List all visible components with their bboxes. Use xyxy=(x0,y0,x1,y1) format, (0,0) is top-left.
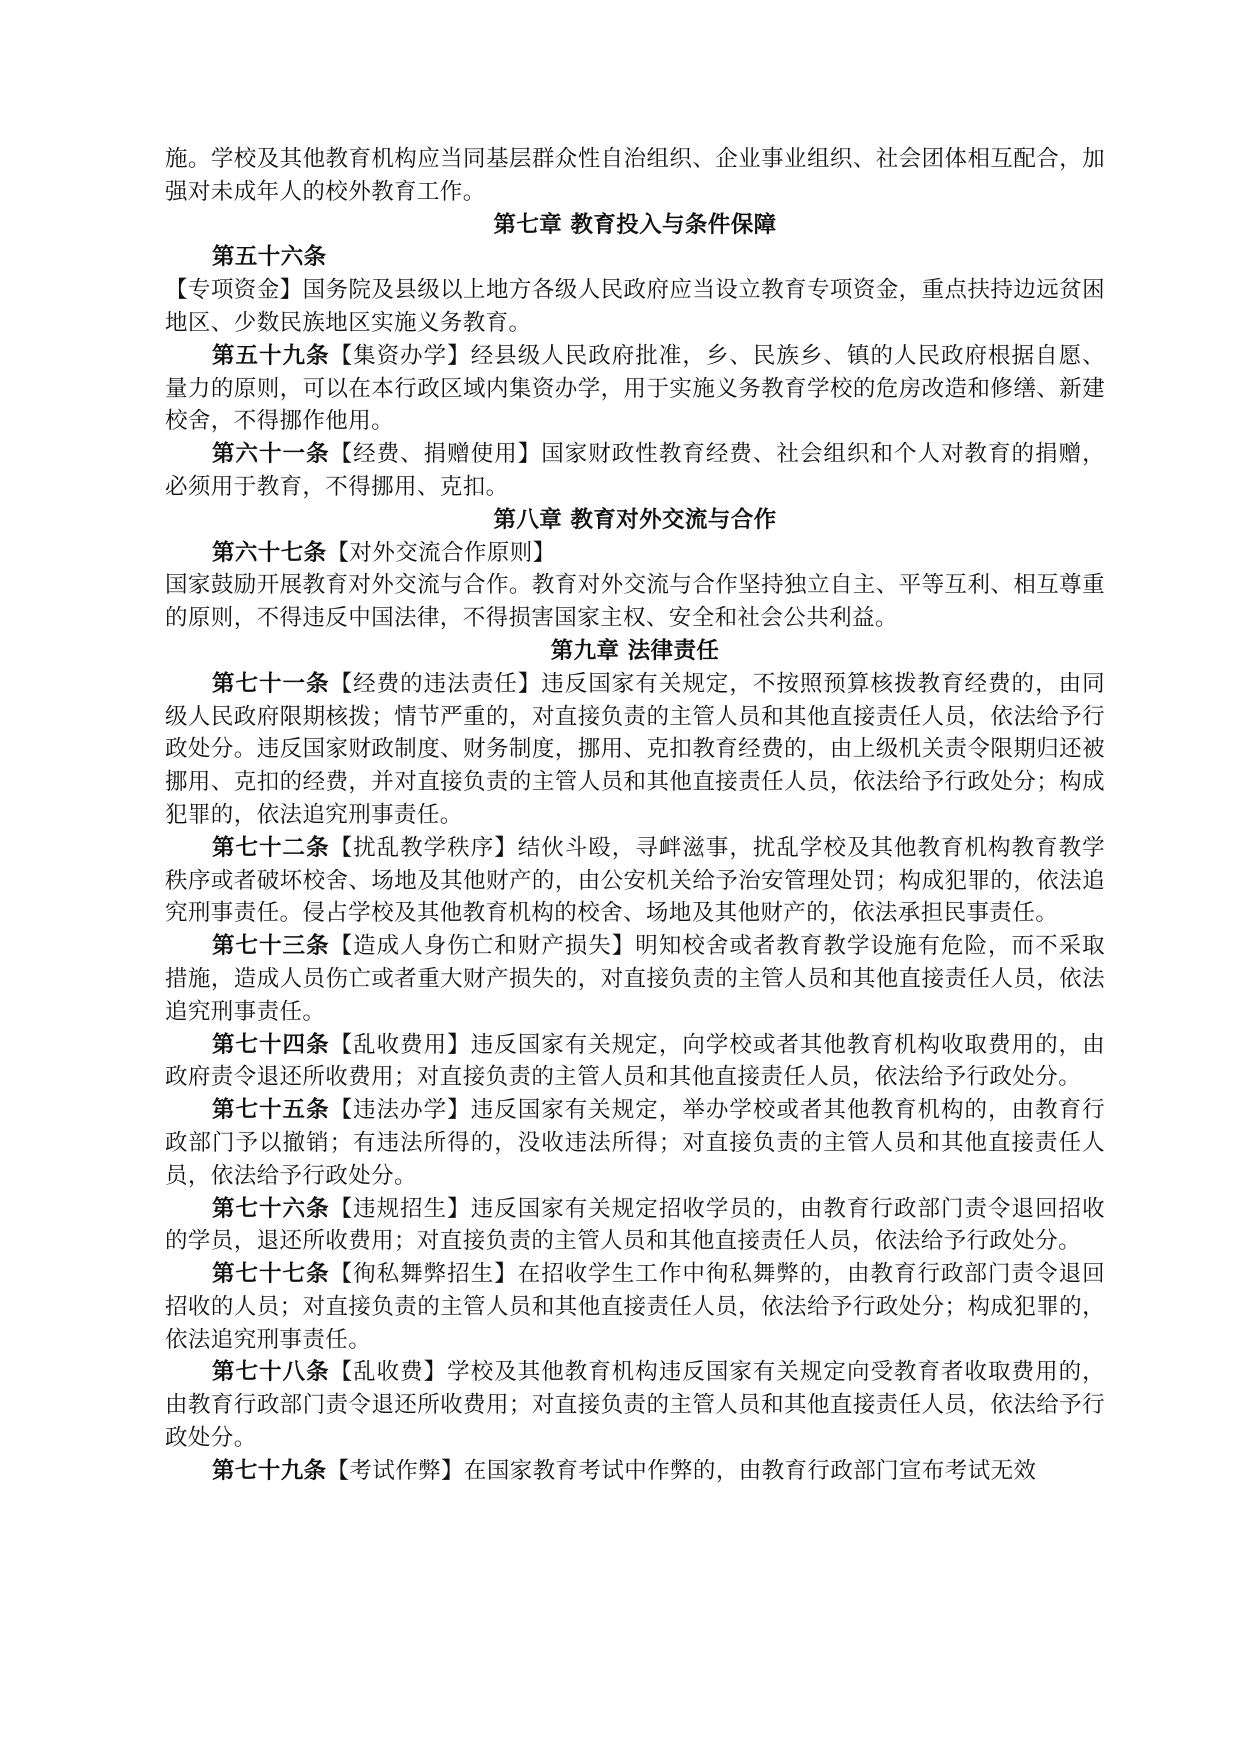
article-71 xyxy=(165,668,1105,832)
article-number: 第七十三条 xyxy=(212,933,330,960)
article-heading-text: 【对外交流合作原则】 xyxy=(326,539,556,566)
article-number: 第七十五条 xyxy=(212,1097,330,1124)
article-body-56: 【专项资金】国务院及县级以上地方各级人民政府应当设立教育专项资金，重点扶持边远贫困地区、少数民族地区实施义务教育。 xyxy=(165,277,1105,336)
article-number: 第七十七条 xyxy=(212,1261,330,1288)
article-77 xyxy=(165,1258,1105,1356)
article-number: 第七十九条 xyxy=(212,1457,327,1484)
article-text: 【违规招生】违反国家有关规定招收学员的，由教育行政部门责令退回招收的学员，退还所收费用；对直接负责的主管人员和其他直接责任人员，依法给予行政处分。 xyxy=(165,1195,1105,1255)
article-heading-67 xyxy=(165,537,1105,570)
article-text: 【考试作弊】在国家教育考试中作弊的，由教育行政部门宣布考试无效 xyxy=(326,1457,1037,1484)
article-59 xyxy=(165,340,1105,438)
article-78 xyxy=(165,1356,1105,1454)
article-73 xyxy=(165,930,1105,1028)
article-number: 第七十二条 xyxy=(212,834,330,861)
chapter-heading-7: 第七章 教育投入与条件保障 xyxy=(493,211,777,238)
article-number: 第六十七条 xyxy=(212,539,327,566)
article-body-67: 国家鼓励开展教育对外交流与合作。教育对外交流与合作坚持独立自主、平等互利、相互尊重的原则，不得违反中国法律，不得损害国家主权、安全和社会公共利益。 xyxy=(165,572,1105,632)
article-75 xyxy=(165,1094,1105,1192)
article-79 xyxy=(165,1455,1105,1488)
article-text: 【乱收费用】违反国家有关规定，向学校或者其他教育机构收取费用的，由政府责令退还所收费用；对直接负责的主管人员和其他直接责任人员，依法给予行政处分。 xyxy=(165,1031,1105,1091)
article-text: 【乱收费】学校及其他教育机构违反国家有关规定向受教育者收取费用的，由教育行政部门责令退还所收费用；对直接负责的主管人员和其他直接责任人员，依法给予行政处分。 xyxy=(165,1359,1105,1452)
article-number: 第七十一条 xyxy=(212,670,330,697)
article-72 xyxy=(165,832,1105,930)
paragraph-continuation: 施。学校及其他教育机构应当同基层群众性自治组织、企业事业组织、社会团体相互配合，加强对未成年人的校外教育工作。 xyxy=(165,146,1105,205)
document-page xyxy=(165,143,1105,1488)
article-heading-56 xyxy=(165,241,1105,274)
article-text: 【违法办学】违反国家有关规定，举办学校或者其他教育机构的，由教育行政部门予以撤销；有违法所得的，没收违法所得；对直接负责的主管人员和其他直接责任人员，依法给予行政处分。 xyxy=(165,1097,1105,1189)
article-number: 第七十八条 xyxy=(212,1359,330,1386)
article-text: 【集资办学】经县级人民政府批准，乡、民族乡、镇的人民政府根据自愿、量力的原则，可以在本行政区域内集资办学，用于实施义务教育学校的危房改造和修缮、新建校舍，不得挪作他用。 xyxy=(165,342,1105,435)
article-text: 【经费的违法责任】违反国家有关规定，不按照预算核拨教育经费的，由同级人民政府限期核拨；情节严重的，对直接负责的主管人员和其他直接责任人员，依法给予行政处分。违反国家财政制度、财务制度，挪用、克扣教育经费的，由上级机关责令限期归还被挪用、克扣的经费，并对直接负责的主管人员和其他直接责任人员，依法给予行政处分；构成犯罪的，依法追究刑事责任。 xyxy=(165,670,1105,828)
chapter-heading-9: 第九章 法律责任 xyxy=(550,637,720,664)
article-74 xyxy=(165,1029,1105,1095)
article-number: 第七十四条 xyxy=(212,1031,330,1058)
article-number: 第五十九条 xyxy=(212,342,330,369)
article-number: 第六十一条 xyxy=(212,441,330,468)
article-number: 第七十六条 xyxy=(212,1195,330,1222)
article-text: 【造成人身伤亡和财产损失】明知校舍或者教育教学设施有危险，而不采取措施，造成人员伤亡或者重大财产损失的，对直接负责的主管人员和其他直接责任人员，依法追究刑事责任。 xyxy=(165,933,1105,1025)
article-text: 【经费、捐赠使用】国家财政性教育经费、社会组织和个人对教育的捐赠，必须用于教育，不得挪用、克扣。 xyxy=(165,441,1105,500)
article-text: 【徇私舞弊招生】在招收学生工作中徇私舞弊的，由教育行政部门责令退回招收的人员；对直接负责的主管人员和其他直接责任人员，依法给予行政处分；构成犯罪的，依法追究刑事责任。 xyxy=(165,1261,1105,1353)
article-76 xyxy=(165,1193,1105,1259)
article-number: 第五十六条 xyxy=(212,244,327,271)
article-61 xyxy=(165,438,1105,504)
chapter-heading-8: 第八章 教育对外交流与合作 xyxy=(493,506,777,533)
article-text: 【扰乱教学秩序】结伙斗殴，寻衅滋事，扰乱学校及其他教育机构教育教学秩序或者破坏校舍、场地及其他财产的，由公安机关给予治安管理处罚；构成犯罪的，依法追究刑事责任。侵占学校及其他教育机构的校舍、场地及其他财产的，依法承担民事责任。 xyxy=(165,834,1105,927)
